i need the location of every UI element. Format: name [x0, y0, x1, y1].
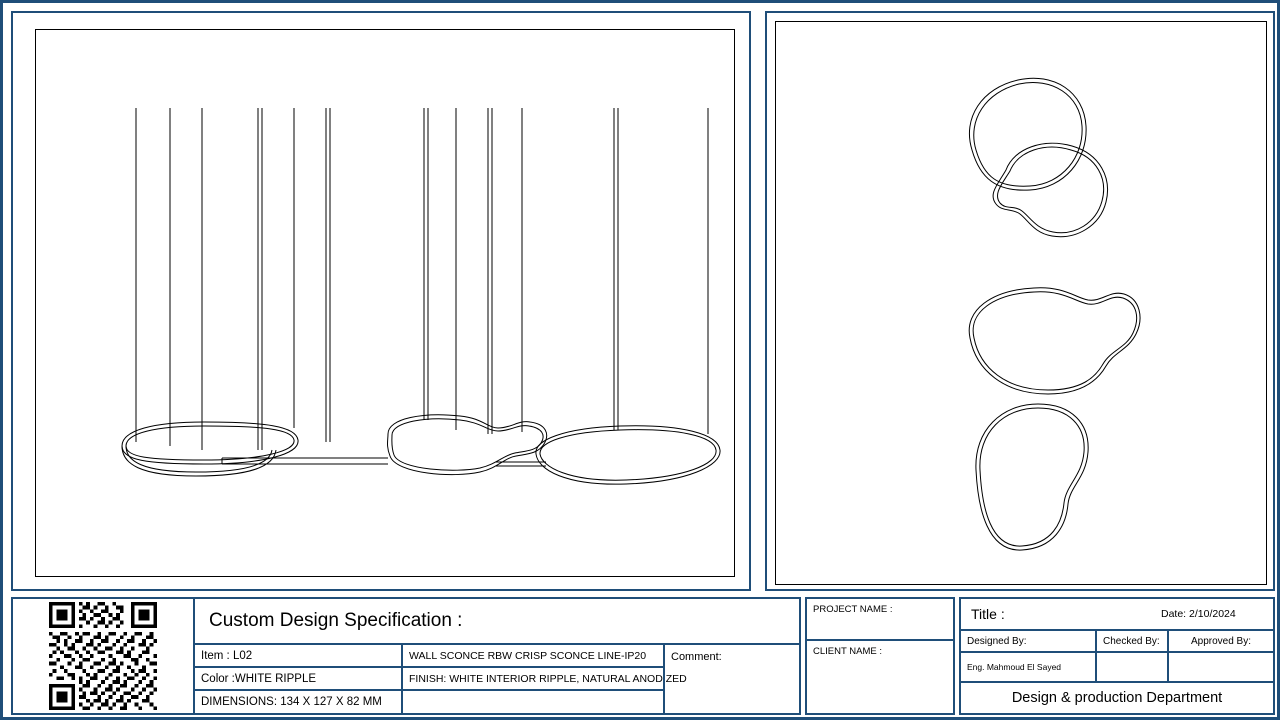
color-row: Color :WHITE RIPPLE	[195, 668, 401, 691]
finish-row: FINISH: WHITE INTERIOR RIPPLE, NATURAL ANODIZED	[403, 668, 663, 691]
spec-heading: Custom Design Specification :	[195, 599, 799, 645]
designer-name: Eng. Mahmoud El Sayed	[961, 653, 1097, 681]
plan-drawing-area	[775, 21, 1267, 585]
checker-name[interactable]	[1097, 653, 1169, 681]
title-field[interactable]: Title :	[971, 606, 1005, 622]
signature-row	[961, 653, 1273, 683]
product-line-row: WALL SCONCE RBW CRISP SCONCE LINE-IP20	[403, 645, 663, 668]
project-name-field[interactable]: PROJECT NAME :	[807, 599, 953, 641]
specification-fields	[195, 599, 799, 713]
checked-by-label: Checked By:	[1097, 631, 1169, 651]
department-label: Design & production Department	[1011, 690, 1223, 706]
roles-row	[961, 631, 1273, 653]
comment-cell[interactable]: Comment:	[663, 645, 799, 713]
approver-name[interactable]	[1169, 653, 1273, 681]
approval-block	[959, 597, 1275, 715]
elevation-drawing-area	[35, 29, 735, 577]
spec-mid-column	[401, 645, 687, 713]
plan-drawing	[776, 22, 1266, 584]
date-field: Date: 2/10/2024	[1161, 608, 1236, 620]
project-block	[805, 597, 955, 715]
designed-by-label: Designed By:	[961, 631, 1097, 651]
qr-code-icon	[49, 602, 157, 710]
elevation-drawing	[36, 30, 734, 576]
dimensions-row: DIMENSIONS: 134 X 127 X 82 MM	[201, 696, 382, 708]
client-name-field[interactable]: CLIENT NAME :	[813, 646, 882, 657]
spec-spacer	[403, 691, 663, 713]
elevation-viewport	[11, 11, 751, 591]
approved-by-label: Approved By:	[1190, 635, 1252, 647]
spec-left-column	[195, 645, 401, 713]
item-row: Item : L02	[195, 645, 401, 668]
plan-viewport	[765, 11, 1275, 591]
title-row	[961, 599, 1273, 631]
qr-code-cell	[13, 599, 195, 713]
specification-block	[11, 597, 801, 715]
